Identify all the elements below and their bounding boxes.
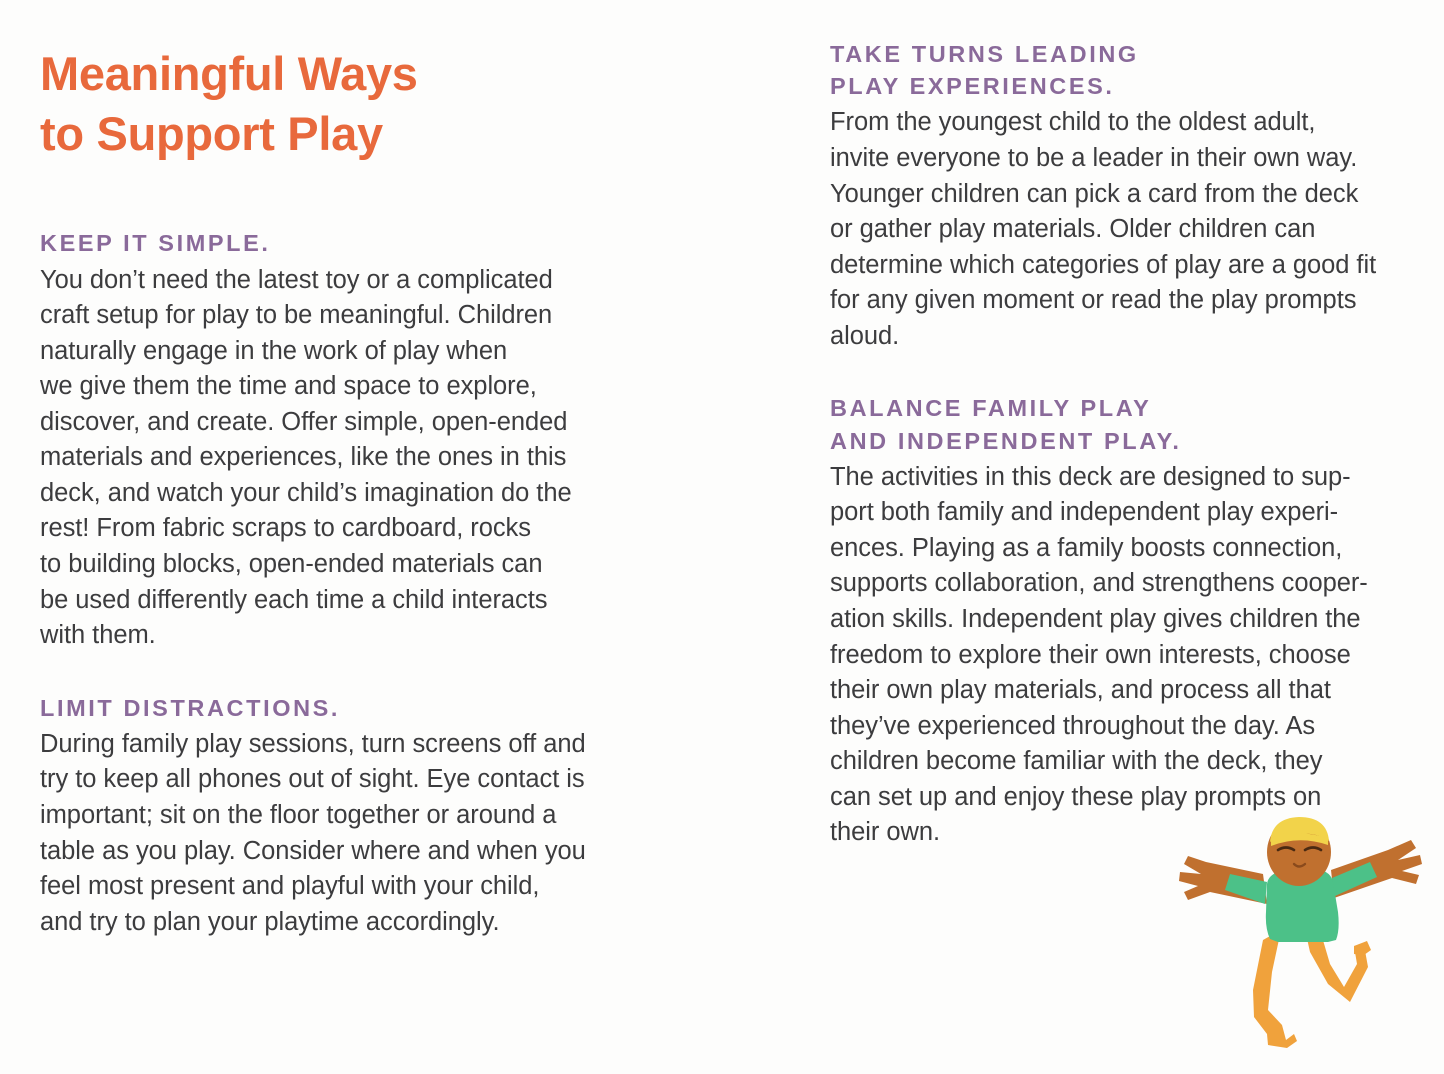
- body-line: naturally engage in the work of play when: [40, 336, 508, 365]
- body-line: invite everyone to be a leader in their own way.: [830, 143, 1358, 172]
- dancing-child-illustration: [1168, 812, 1428, 1064]
- page-title-line-1: Meaningful Ways: [40, 47, 418, 100]
- body-line: we give them the time and space to explore,: [40, 372, 537, 401]
- section-heading-limit-distractions: [40, 692, 640, 724]
- body-line: ation skills. Independent play gives children the: [830, 604, 1361, 633]
- section-heading-balance-family-play: [830, 392, 1415, 456]
- body-line: to building blocks, open-ended materials can: [40, 550, 543, 578]
- body-line: with them.: [40, 621, 156, 650]
- body-line: freedom to explore their own interests, choose: [830, 640, 1351, 669]
- body-line: can set up and enjoy these play prompts on: [830, 782, 1322, 811]
- body-line: important; sit on the floor together or around a: [40, 801, 557, 829]
- body-line: craft setup for play to be meaningful. Children: [40, 301, 553, 330]
- body-line: rest! From fabric scraps to cardboard, rocks: [40, 514, 531, 543]
- body-line: or gather play materials. Older children can: [830, 215, 1316, 244]
- body-line: their own play materials, and process all that: [830, 676, 1331, 705]
- body-line: and try to plan your playtime accordingly.: [40, 907, 500, 936]
- heading-line: TAKE TURNS LEADING: [830, 41, 1139, 67]
- body-line: table as you play. Consider where and when you: [40, 836, 586, 865]
- section-body-keep-it-simple: [40, 263, 640, 654]
- body-line: materials and experiences, like the ones in this: [40, 443, 567, 472]
- page-title: [40, 38, 640, 164]
- body-line: You don’t need the latest toy or a complicated: [40, 265, 553, 294]
- body-line: feel most present and playful with your child,: [40, 872, 540, 901]
- section-take-turns-leading: [830, 38, 1415, 354]
- section-body-take-turns-leading: [830, 105, 1415, 354]
- body-line: discover, and create. Offer simple, open-ended: [40, 407, 568, 436]
- body-line: port both family and independent play experi-: [830, 498, 1339, 527]
- section-body-limit-distractions: [40, 727, 640, 940]
- section-limit-distractions: [40, 692, 640, 941]
- heading-line: AND INDEPENDENT PLAY.: [830, 427, 1182, 454]
- body-line: for any given moment or read the play prompts: [830, 286, 1357, 315]
- section-keep-it-simple: [40, 227, 640, 653]
- body-line: aloud.: [830, 321, 900, 350]
- heading-line: KEEP IT SIMPLE.: [40, 230, 271, 257]
- left-column: [40, 38, 640, 940]
- section-body-balance-family-play: [830, 460, 1415, 851]
- body-line: Younger children can pick a card from the deck: [830, 179, 1359, 208]
- heading-line: BALANCE FAMILY PLAY: [830, 395, 1152, 422]
- body-line: supports collaboration, and strengthens cooper-: [830, 569, 1368, 598]
- right-column: [830, 38, 1415, 851]
- body-line: The activities in this deck are designed to sup-: [830, 462, 1351, 491]
- body-line: be used differently each time a child interacts: [40, 585, 548, 614]
- section-heading-keep-it-simple: [40, 227, 640, 259]
- body-line: their own.: [830, 818, 941, 847]
- body-line: children become familiar with the deck, they: [830, 747, 1323, 776]
- page-title-line-2: to Support Play: [40, 107, 383, 161]
- body-line: determine which categories of play are a good fit: [830, 250, 1377, 279]
- heading-line: LIMIT DISTRACTIONS.: [40, 694, 341, 721]
- body-line: they’ve experienced throughout the day. As: [830, 711, 1316, 740]
- section-balance-family-play: [830, 392, 1415, 851]
- body-line: deck, and watch your child’s imagination do the: [40, 478, 572, 507]
- body-line: try to keep all phones out of sight. Eye contact is: [40, 765, 585, 794]
- heading-line: PLAY EXPERIENCES.: [830, 73, 1115, 100]
- body-line: ences. Playing as a family boosts connection,: [830, 533, 1343, 562]
- body-line: From the youngest child to the oldest adult,: [830, 108, 1316, 137]
- section-heading-take-turns-leading: [830, 38, 1415, 102]
- body-line: During family play sessions, turn screens off and: [40, 729, 586, 758]
